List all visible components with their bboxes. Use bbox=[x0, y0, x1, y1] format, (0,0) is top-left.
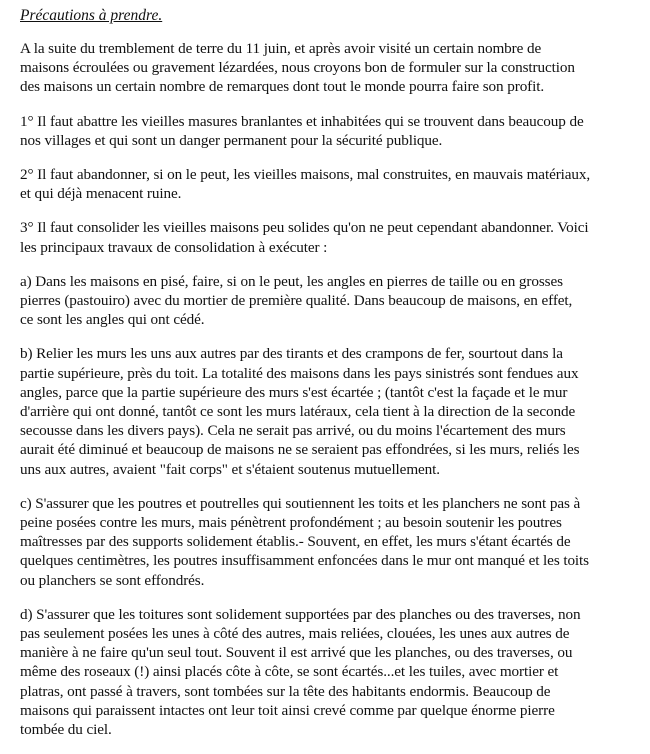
text-line: manière à ne faire qu'un seul tout. Souvent il est arrivé que les planches, ou des traverses, ou bbox=[20, 644, 573, 662]
text-line: ou planchers se sont effondrés. bbox=[20, 571, 205, 589]
text-line: d) S'assurer que les toitures sont solidement supportées par des planches ou des traverses, non bbox=[20, 605, 581, 623]
text-line: uns aux autres, avaient "fait corps" et s'étaient soutenus mutuellement. bbox=[20, 460, 440, 478]
item-c-paragraph bbox=[20, 494, 632, 590]
text-line: les principaux travaux de consolidation à exécuter : bbox=[20, 238, 328, 256]
document-page bbox=[20, 6, 632, 754]
text-line: a) Dans les maisons en pisé, faire, si on le peut, les angles en pierres de taille ou en grosses bbox=[20, 272, 563, 290]
text-line: pas seulement posées les unes à côté des autres, mais reliées, clouées, les unes aux autres de bbox=[20, 625, 570, 643]
text-line: 1° Il faut abattre les vieilles masures branlantes et inhabitées qui se trouvent dans beaucoup de bbox=[20, 112, 584, 130]
point-1-paragraph bbox=[20, 112, 632, 150]
item-a-paragraph bbox=[20, 272, 632, 330]
text-line: A la suite du tremblement de terre du 11 juin, et après avoir visité un certain nombre de bbox=[20, 40, 542, 57]
text-line: aurait été diminué et beaucoup de maisons ne se seraient pas effondrées, si les murs, reliés les bbox=[20, 441, 580, 459]
point-3-paragraph bbox=[20, 218, 632, 256]
text-line: 2° Il faut abandonner, si on le peut, les vieilles maisons, mal construites, en mauvais matériaux, bbox=[20, 166, 591, 184]
text-line: même des roseaux (!) ainsi placés côte à côte, se sont écartés...et les tuiles, avec mortier et bbox=[20, 663, 559, 681]
text-line: b) Relier les murs les uns aux autres par des tirants et des crampons de fer, sourtout dans la bbox=[20, 345, 563, 363]
text-line: des maisons un certain nombre de remarques dont tout le monde pourra faire son profit. bbox=[20, 78, 545, 96]
point-2-paragraph bbox=[20, 165, 632, 203]
intro-paragraph bbox=[20, 39, 632, 97]
text-line: et qui déjà menacent ruine. bbox=[20, 185, 182, 203]
text-line: 3° Il faut consolider les vieilles maisons peu solides qu'on ne peut cependant abandonner. Voici bbox=[20, 219, 589, 237]
text-line: d'arrière qui ont donné, tantôt ce sont les murs latéraux, cela tient à la direction de la seconde bbox=[20, 403, 576, 421]
text-line: platras, ont passé à travers, sont tombées sur la tête des habitants endormis. Beaucoup de bbox=[20, 682, 551, 700]
text-line: tombée du ciel. bbox=[20, 721, 112, 739]
item-d-paragraph bbox=[20, 605, 632, 739]
text-line: secousse dans les divers pays). Cela ne serait pas arrivé, ou du moins l'écartement des murs bbox=[20, 422, 566, 440]
text-line: c) S'assurer que les poutres et poutrelles qui soutiennent les toits et les planchers ne sont pas à bbox=[20, 494, 581, 512]
text-line: peine posées contre les murs, mais pénètrent profondément ; au besoin soutenir les poutres bbox=[20, 514, 562, 532]
text-line: ce sont les angles qui ont cédé. bbox=[20, 311, 205, 329]
text-line: quelques centimètres, les poutres insuffisamment enfoncées dans le mur ont manqué et les toits bbox=[20, 552, 589, 570]
text-line: partie supérieure, près du toit. La totalité des maisons dans les pays sinistrés sont fendues aux bbox=[20, 364, 579, 382]
text-line: nos villages et qui sont un danger permanent pour la sécurité publique. bbox=[20, 131, 443, 149]
text-line: pierres (pastouiro) avec du mortier de première qualité. Dans beaucoup de maisons, en effet, bbox=[20, 292, 573, 310]
text-line: maisons qui paraissent intactes ont leur toit ainsi crevé comme par quelque énorme pierre bbox=[20, 701, 555, 719]
text-line: maîtresses par des supports solidement établis.- Souvent, en effet, les murs s'étant écartés de bbox=[20, 533, 571, 551]
text-line: angles, parce que la partie supérieure des murs s'est écartée ; (tantôt c'est la façade et le mur bbox=[20, 383, 568, 401]
text-line: maisons écroulées ou gravement lézardées, nous croyons bon de formuler sur la construction bbox=[20, 59, 575, 77]
document-title: Précautions à prendre. bbox=[20, 7, 163, 24]
item-b-paragraph bbox=[20, 344, 632, 478]
